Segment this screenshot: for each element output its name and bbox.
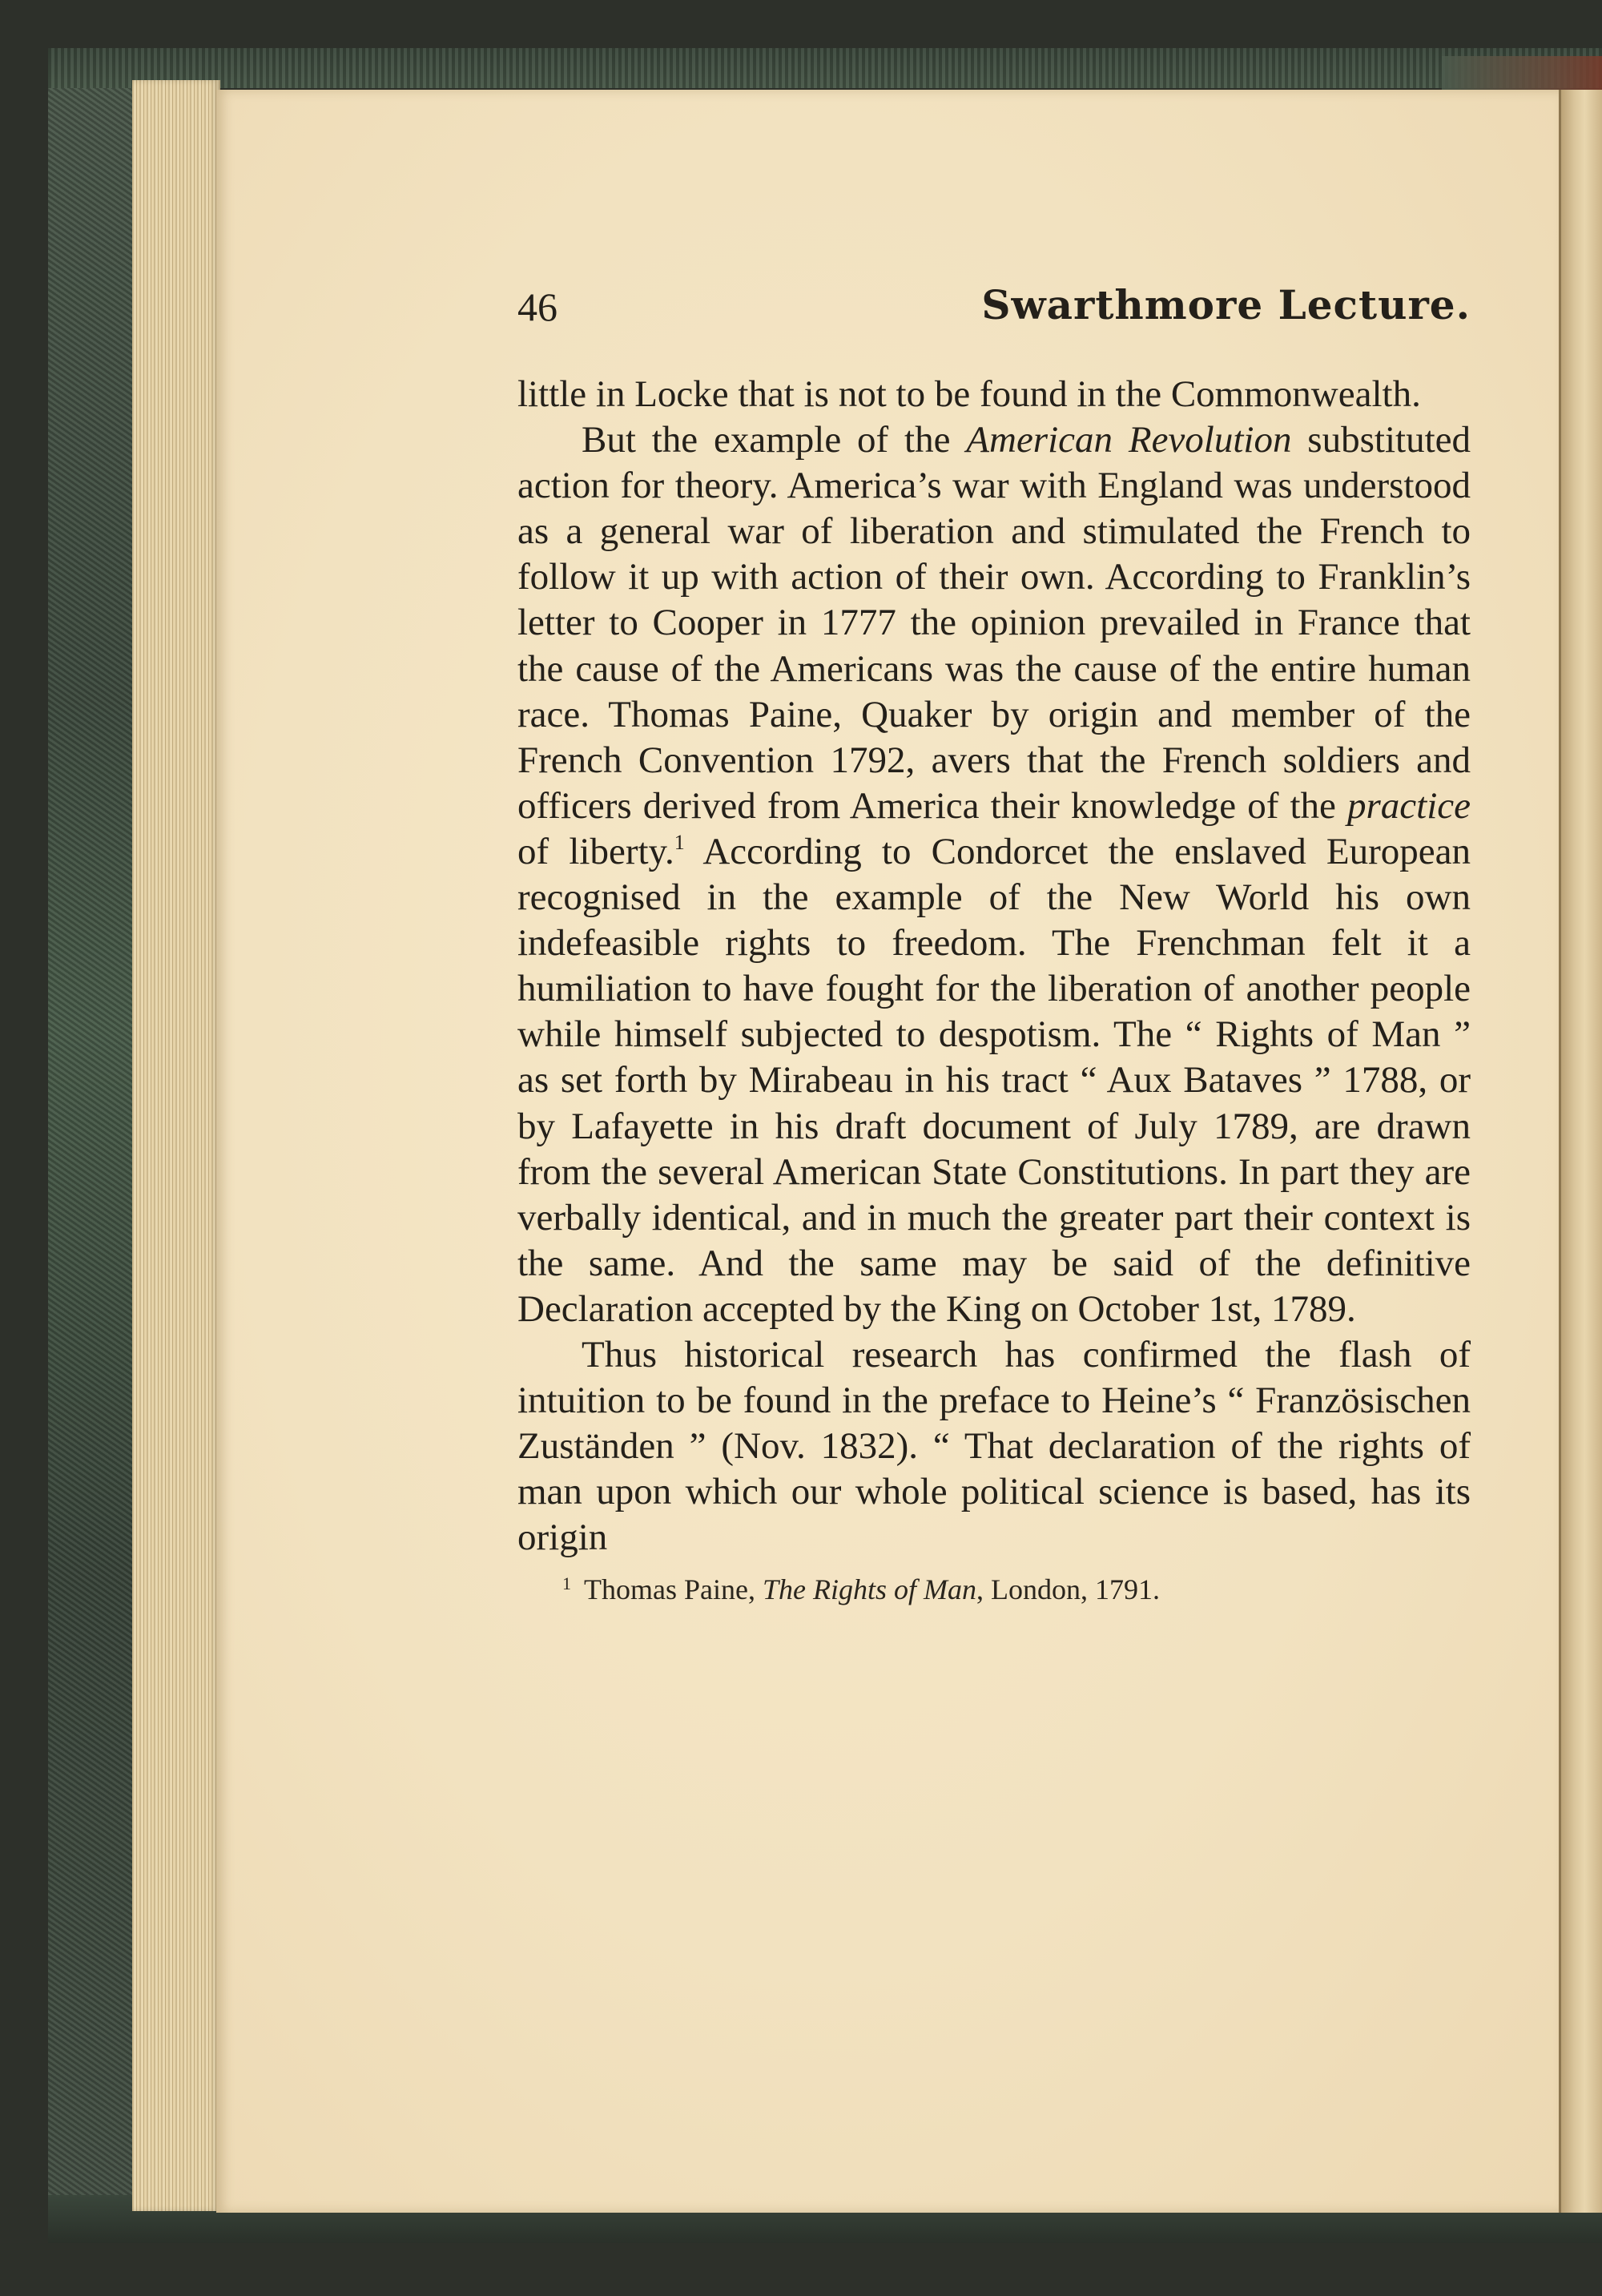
paragraph-2-text-d: According to Condorcet the enslaved European recognised in the example of the New World his own indefeasible rights to freedom. The Frenchman felt it a humiliation to have fought for the liberation of another people while himself subjected to despotism. The “ Rights of Man ” as set forth by Mirabeau in his tract “ Aux Bataves ” 1788, or by Lafayette in his draft document of July 1789, are drawn from the several American State Constitutions. In part they are verbally identical, and in much the greater part their context is the same. And the same may be said of the definitive Declaration accepted by the King on October 1st, 1789.	[517, 830, 1471, 1330]
gutter-line	[1559, 90, 1561, 2213]
footnote-text-a: Thomas Paine,	[584, 1573, 763, 1606]
footnote-title: The Rights of Man	[762, 1573, 976, 1606]
italic-american-revolution: American Revolution	[966, 419, 1292, 461]
running-head: Swarthmore Lecture.	[981, 281, 1471, 328]
page-header	[517, 272, 1471, 340]
paragraph-1-text: little in Locke that is not to be found in the Commonwealth.	[517, 373, 1421, 415]
footnote-text-b: , London, 1791.	[976, 1573, 1160, 1606]
paragraph-3	[517, 1332, 1471, 1561]
italic-practice: practice	[1347, 784, 1471, 827]
paragraph-2-text-c: of liberty.	[517, 830, 674, 872]
page-edges	[132, 80, 220, 2211]
paragraph-2-text-a: But the example of the	[582, 419, 967, 461]
footnote-mark: 1	[562, 1573, 571, 1594]
footnote-reference[interactable]: 1	[674, 830, 685, 854]
paragraph-3-text: Thus historical research has confirmed the flash of intuition to be found in the preface to Heine’s “ Französischen Zuständen ” (Nov. 1832). “ That declaration of the rights of man upon which our whole political science is based, has its origin	[517, 1333, 1471, 1559]
body-text	[517, 372, 1471, 1561]
paragraph-2-text-b: substituted action for theory. America’s war with England was understood as a general war of liberation and stimulated the French to follow it up with action of their own. According to Franklin’s letter to Cooper in 1777 the opinion prevailed in France that the cause of the Americans was the cause of the entire human race. Thomas Paine, Quaker by origin and member of the French Convention 1792, avers that the French soldiers and officers derived from America their knowledge of the	[517, 419, 1471, 827]
footnote	[517, 1570, 1471, 1609]
page-content	[517, 272, 1471, 1609]
paragraph-1	[517, 372, 1471, 417]
binding-top-edge	[48, 48, 1602, 88]
page-number: 46	[517, 284, 557, 329]
facing-page-gutter	[1559, 90, 1602, 2213]
paragraph-2	[517, 417, 1471, 1332]
